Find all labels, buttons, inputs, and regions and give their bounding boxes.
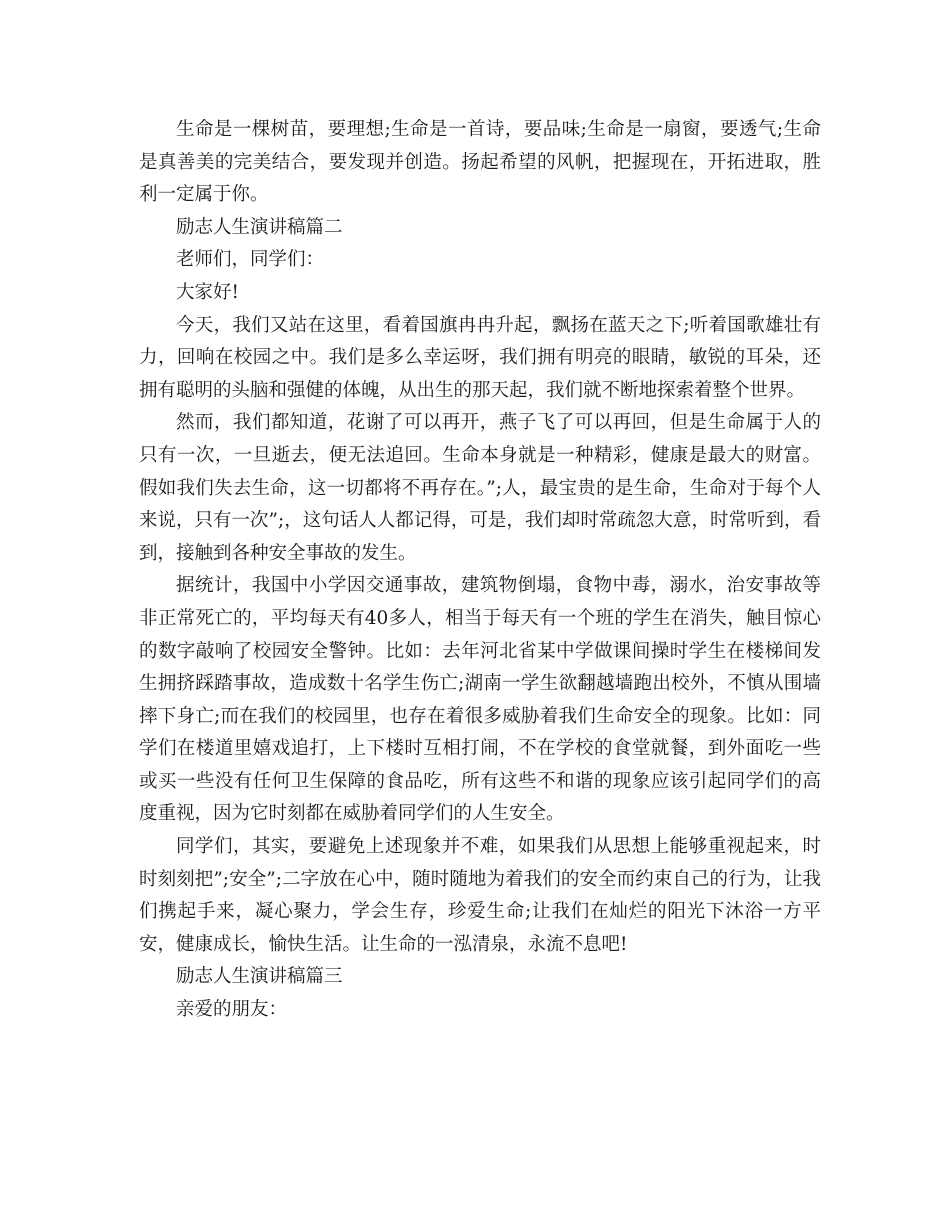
paragraph-life-once: 然而，我们都知道，花谢了可以再开，燕子飞了可以再回，但是生命属于人的只有一次，一旦逝去，便无法追回。生命本身就是一种精彩，健康是最大的财富。假如我们失去生命，这一切都将不再存在。”;人，最宝贵的是生命，生命对于每个人来说，只有一次”;，这句话人人都记得，可是，我们却时常疏忽大意，时常听到，看到，接触到各种安全事故的发生。 — [139, 412, 821, 564]
salutation-teachers-students: 老师们，同学们： — [176, 249, 325, 271]
document-body — [139, 114, 821, 1027]
paragraph-life-metaphor: 生命是一棵树苗，要理想;生命是一首诗，要品味;生命是一扇窗，要透气;生命是真善美的完美结合，要发现并创造。扬起希望的风帆，把握现在，开拓进取，胜利一定属于你。 — [139, 119, 821, 206]
greeting: 大家好! — [176, 281, 239, 303]
paragraph-flag-raising: 今天，我们又站在这里，看着国旗冉冉升起，飘扬在蓝天之下;听着国歌雄壮有力，回响在校园之中。我们是多么幸运呀，我们拥有明亮的眼睛，敏锐的耳朵，还拥有聪明的头脑和强健的体魄，从出生的那天起，我们就不断地探索着整个世界。 — [139, 314, 821, 401]
paragraph-call-to-action: 同学们，其实，要避免上述现象并不难，如果我们从思想上能够重视起来，时时刻刻把”;安全”;二字放在心中，随时随地为着我们的安全而约束自己的行为，让我们携起手来，凝心聚力，学会生存，珍爱生命;让我们在灿烂的阳光下沐浴一方平安，健康成长，愉快生活。让生命的一泓清泉，永流不息吧! — [139, 836, 821, 955]
section-heading-part-two: 励志人生演讲稿篇二 — [176, 216, 343, 238]
section-heading-part-three: 励志人生演讲稿篇三 — [176, 966, 343, 988]
salutation-dear-friends: 亲爱的朋友： — [176, 999, 288, 1021]
paragraph-statistics: 据统计，我国中小学因交通事故，建筑物倒塌，食物中毒，溺水，治安事故等非正常死亡的，平均每天有40多人，相当于每天有一个班的学生在消失，触目惊心的数字敲响了校园安全警钟。比如：去年河北省某中学做课间操时学生在楼梯间发生拥挤踩踏事故，造成数十名学生伤亡;湖南一学生欲翻越墙跑出校外，不慎从围墙摔下身亡;而在我们的校园里，也存在着很多威胁着我们生命安全的现象。比如：同学们在楼道里嬉戏追打，上下楼时互相打闹，不在学校的食堂就餐，到外面吃一些或买一些没有任何卫生保障的食品吃，所有这些不和谐的现象应该引起同学们的高度重视，因为它时刻都在威胁着同学们的人生安全。 — [139, 575, 821, 825]
